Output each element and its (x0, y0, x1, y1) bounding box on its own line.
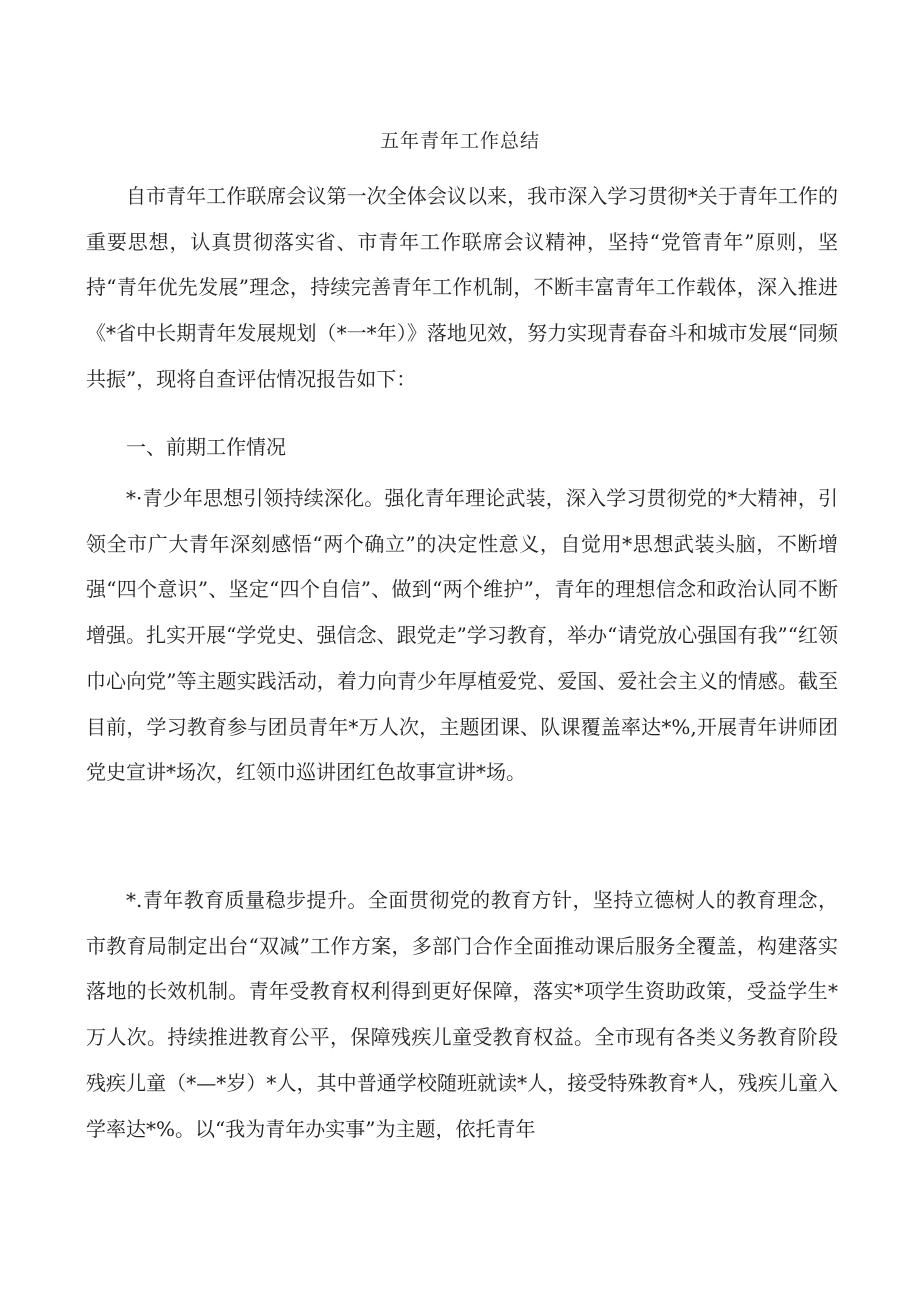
document-title: 五年青年工作总结 (379, 130, 540, 152)
section-heading: 一、前期工作情况 (126, 435, 286, 459)
item-paragraph-education: *.青年教育质量稳步提升。全面贯彻党的教育方针，坚持立德树人的教育理念，市教育局制定出台“双减”工作方案，多部门合作全面推动课后服务全覆盖，构建落实落地的长效机制。青年受教育权利得到更好保障，落实*项学生资助政策，受益学生*万人次。持续推进教育公平，保障残疾儿童受教育权益。全市现有各类义务教育阶段残疾儿童（*—*岁）*人，其中普通学校随班就读*人，接受特殊教育*人，残疾儿童入学率达*%。以“我为青年办实事”为主题，依托青年 (86, 888, 838, 1141)
item-paragraph-ideology: *·青少年思想引领持续深化。强化青年理论武装，深入学习贯彻党的*大精神，引领全市广大青年深刻感悟“两个确立”的决定性意义，自觉用*思想武装头脑，不断增强“四个意识”、坚定“四个自信”、做到“两个维护”，青年的理想信念和政治认同不断增强。扎实开展“学党史、强信念、跟党走”学习教育，举办“请党放心强国有我”“红领巾心向党”等主题实践活动，着力向青少年厚植爱党、爱国、爱社会主义的情感。截至目前，学习教育参与团员青年*万人次，主题团课、队课覆盖率达*%,开展青年讲师团党史宣讲*场次，红领巾巡讲团红色故事宣讲*场。 (86, 486, 838, 785)
intro-paragraph: 自市青年工作联席会议第一次全体会议以来，我市深入学习贯彻*关于青年工作的重要思想，认真贯彻落实省、市青年工作联席会议精神，坚持“党管青年”原则，坚持“青年优先发展”理念，持续完善青年工作机制，不断丰富青年工作载体，深入推进《*省中长期青年发展规划（*一*年）》落地见效，努力实现青春奋斗和城市发展“同频共振”，现将自查评估情况报告如下： (86, 184, 838, 391)
